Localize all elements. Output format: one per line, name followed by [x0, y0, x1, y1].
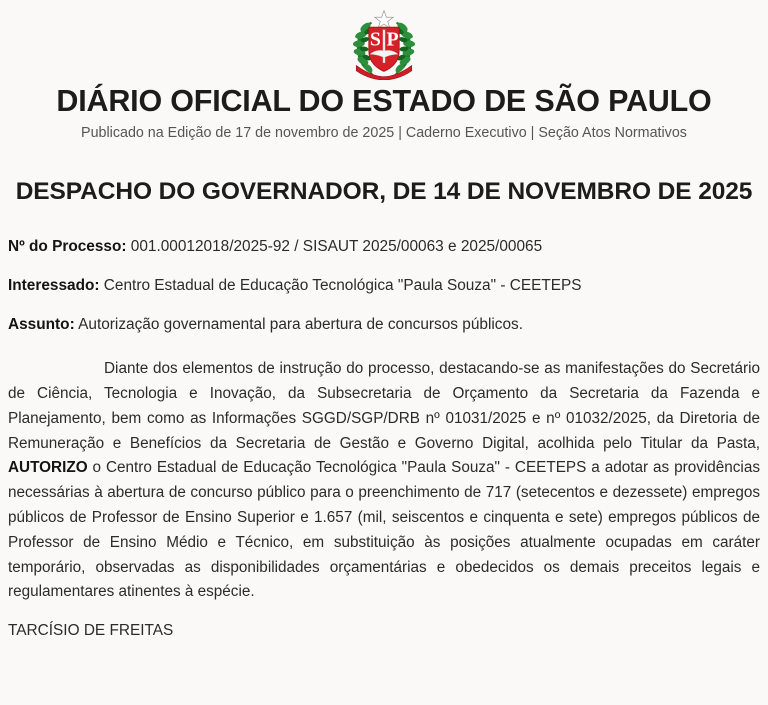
metadata-label-processo: Nº do Processo:	[8, 237, 127, 255]
sao-paulo-coat-of-arms-icon	[351, 10, 417, 80]
page-title: DIÁRIO OFICIAL DO ESTADO DE SÃO PAULO	[56, 84, 712, 118]
metadata-value-assunto: Autorização governamental para abertura de concursos públicos.	[74, 316, 524, 334]
body-text-part-two: o Centro Estadual de Educação Tecnológica "Paula Souza" - CEETEPS a adotar as providências necessárias à abertura de concurso público para o preenchimento de 717 (setecentos e dezessete) empregos públicos de Professor de Ensino Superior e 1.657 (mil, seiscentos e cinquenta e sete) empregos públicos de Professor de Ensino Médio e Técnico, em substituição às posições atualmente ocupadas em caráter temporário, observadas as disponibilidades orçamentárias e obedecidos os demais preceitos legais e regulamentares atinentes à espécie.	[8, 459, 760, 601]
metadata-value-interessado: Centro Estadual de Educação Tecnológica "Paula Souza" - CEETEPS	[99, 276, 582, 294]
metadata-label-assunto: Assunto:	[8, 316, 75, 334]
svg-text:S: S	[369, 28, 381, 51]
metadata-label-interessado: Interessado:	[8, 276, 100, 294]
act-heading: DESPACHO DO GOVERNADOR, DE 14 DE NOVEMBRO DE 2025	[15, 178, 753, 206]
body-text-part-one: Diante dos elementos de instrução do processo, destacando-se as manifestações do Secretário de Ciência, Tecnologia e Inovação, da Subsecretaria de Orçamento da Secretaria da Fazenda e Planejamento, bem como as Informações SGGD/SGP/DRB nº 01031/2025 e nº 01032/2025, da Diretoria de Remuneração e Benefícios da Secretaria de Gestão e Governo Digital, acolhida pelo Titular da Pasta,	[8, 360, 760, 452]
metadata-row-processo	[8, 237, 760, 256]
svg-text:P: P	[386, 28, 399, 51]
body-emphasis-autorizo: AUTORIZO	[8, 459, 88, 477]
metadata-value-processo: 001.00012018/2025-92 / SISAUT 2025/00063 e 2025/00065	[126, 237, 543, 255]
crest-container	[0, 9, 768, 81]
metadata-block	[8, 237, 760, 335]
masthead	[0, 0, 768, 142]
signatory-name: TARCÍSIO DE FREITAS	[8, 622, 174, 640]
metadata-row-interessado	[8, 276, 760, 295]
publication-info: Publicado na Edição de 17 de novembro de 2025 | Caderno Executivo | Seção Atos Normativos	[81, 124, 687, 141]
act-body-paragraph	[8, 357, 760, 605]
metadata-row-assunto	[8, 315, 760, 334]
